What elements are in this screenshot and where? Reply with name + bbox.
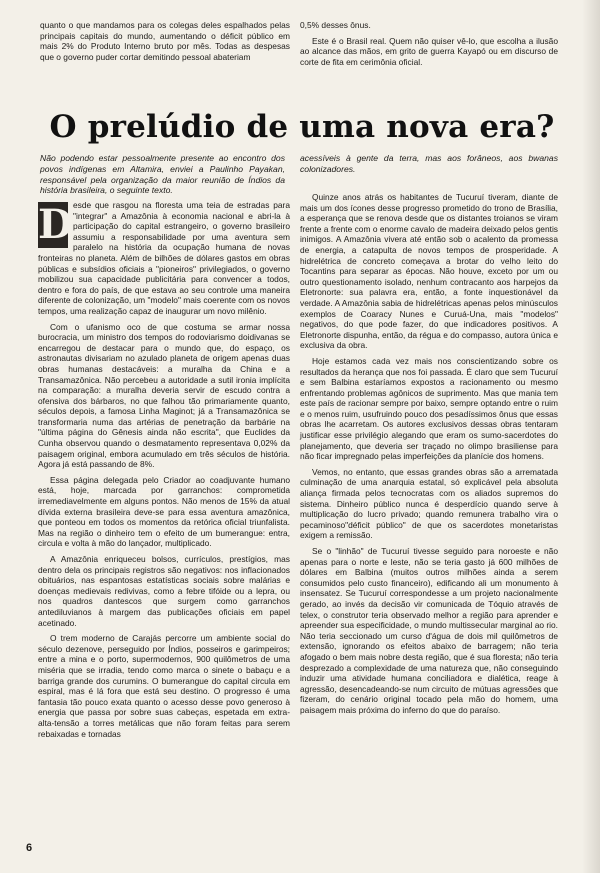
- article-paragraph: Hoje estamos cada vez mais nos conscientizando sobre os resultados da herança que nos foi passada. É claro que sem Tucuruí e sem Balbina estaríamos expostos a racionamento ou mesmo enfrentando problemas agônicos de suprimento. Mas que mania tem este país de racionar sempre por baixo, sempre optando entre o ruim e o menos ruim, usufruindo pouco dos pesadíssimos ônus que essas obras lhe acarretam. Os autores exclusivos dessas obras tentaram justificar esse privilégio alegando que eram os sumo-sacerdotes do planejamento, que deveria ser traçado no olimpo brasiliense para não ficar impregnado pelas imperfeições da planície dos homens.: [300, 355, 558, 462]
- previous-article-text: quanto o que mandamos para os colegas deles espalhados pelas principais capitais do mundo, aumentando o déficit público em mais 2% do Produto Interno bruto por mês. Todas as despesas que o governo puder cortar demitindo pessoal abateriam: [40, 20, 290, 62]
- article-paragraph: Vemos, no entanto, que essas grandes obras são a arrematada culminação de uma anarquia estatal, só explicável pela absoluta aliança firmada pelos tecnocratas com os aliados supremos do sistema. Dinheiro público nunca é desperdício quando serve à multiplicação do lucro privado; quando remunera trabalho vira o pecaminoso"déficit público" de que os sacerdotes monetaristas exigem a remissão.: [300, 466, 558, 541]
- article-left-column: [38, 200, 290, 744]
- drop-cap: D: [38, 201, 73, 248]
- page-number: 6: [26, 842, 33, 854]
- article-intro-continued: acessíveis à gente da terra, mas aos forâneos, aos bwanas colonizadores.: [300, 153, 558, 174]
- paragraph-text: esde que rasgou na floresta uma teia de estradas para "integrar" a Amazônia à economia nacional e abri-la à participação do capital estrangeiro, o governo brasileiro assumiu a responsabilidade por uma aventura sem paralelo na história da ocupação humana de novas fronteiras no planeta. Além de bilhões de dólares gastos em obras públicas e subsídios oficiais a "pioneiros" privilegiados, o governo mobilizou sua capacidade publicitária para convencer a todos, dentro e fora do país, de que estava ao seu controle uma maneira diferente de colonização, um "modelo" mais coerente com os novos tempos, uma realização capaz de inaugurar um novo milênio.: [38, 200, 290, 316]
- article-right-column: [300, 192, 558, 721]
- article-paragraph: Com o ufanismo oco de que costuma se armar nossa burocracia, um ministro dos tempos do rodoviarismo doidivanas se encarregou de destacar para o mundo que, do espaço, os astronautas divisariam no azulado planeta de origem apenas duas obras humanas destacáveis: a muralha da China e a Transamazônica. Não percebeu a autoridade a sutil ironia implícita na comparação: a muralha deveria servir de escudo contra a ofensiva dos bárbaros, no que falhou tão primariamente quanto, séculos depois, a famosa Linha Maginot; já a Transamazônica se transformaria numa das artérias de penetração da barbárie na "última página do Gênesis ainda não escrita", que Euclides da Cunha observou quando o desmatamento representava 0,02% da paisagem original, embora acumulado em três séculos de história. Agora já está passando de 8%.: [38, 321, 290, 470]
- article-paragraph: O trem moderno de Carajás percorre um ambiente social do século dezenove, perseguido por Índios, posseiros e garimpeiros; entre a mina e o porto, supermodernos, 900 quilômetros de uma miséria que se irradia, tendo como marca o sinete o babaçu e a barriga grande dos curumins. O bumerangue do capital circula em espiral, mas é lá fora que está seu destino. O progresso é uma fantasia tão pouco exata quanto o acesso desse povo generoso à energia que passa por sobre suas cabeças, espetada em extra-alta-tensão a torres metálicas que não foram feitas para serem rebaixadas e tornadas: [38, 633, 290, 739]
- previous-article-text: 0,5% desses ônus.: [300, 20, 371, 30]
- article-title: O prelúdio de uma nova era?: [49, 109, 555, 145]
- previous-article-text: Este é o Brasil real. Quem não quiser vê-lo, que escolha a ilusão ao alcance das mãos, em grito de guerra Kayapó ou em discurso de corte de fita em cerimônia oficial.: [300, 35, 558, 67]
- article-paragraph: [38, 200, 290, 317]
- article-paragraph: Quinze anos atrás os habitantes de Tucuruí tiveram, diante de mais um dos ícones desse progresso prometido do trono de Brasília, a esperança que se renova desde que os distantes troianos se viram frente a frente com o enorme cavalo de madeira deixado pelos gentis inimigos. A Amazônia vivera até então sob o acalento da promessa de energia, a catapulta de novos tempos de prosperidade. A hidrelétrica de concreto começava a brotar do velho leito do Tocantins para separar as épocas. Não houve, exceto por um ou outro questionamento isolado, nenhum contracanto aos harpejos da Eletronorte: sua palavra era, então, a fonte inquestionável da verdade. A Amazônia sabia de hidrelétricas apenas pelos minúsculos exemplos de Coaracy Nunes e Curuá-Una, mais "modelos" negativos, do que pode fazer, do que indicadores positivos. A Eletronorte dispunha, então, da régua e do compasso, autora única e exclusiva da obra.: [300, 192, 558, 351]
- article-intro: Não podendo estar pessoalmente presente ao encontro dos povos indígenas em Altamira, enviei a Paulinho Payakan, responsável pela organização da maior reunião de Índios da história brasileira, o seguinte texto.: [40, 153, 285, 196]
- scan-edge-shadow: [582, 0, 600, 873]
- article-paragraph: A Amazônia enriqueceu bolsos, currículos, prestígios, mas dentro dela os principais registros são negativos: nos inflacionados obituários, nas espantosas estatísticas sociais sobre malárias e doenças medievais redivivas, como a febre tifóide ou a lepra, ou nos quadros dantescos que surgem como garranchos antediluvianos à margem das publicações oficiais em papel acetinado.: [38, 554, 290, 628]
- previous-article-ending-right: [300, 20, 558, 72]
- article-paragraph: Se o "linhão" de Tucuruí tivesse seguido para noroeste e não apenas para o norte e leste, não se teria gasto já 600 milhões de dólares em Balbina (muitos outros milhões ainda a serem consumidos pelo custo financeiro), edificando ali um monumento à insensatez. Se Tucuruí correspondesse a um projeto nacionalmente gerado, ao invés da decisão vir comunicada de Tóquio através de telex, o construtor teria observado melhor a região para aprender e apreender sua especificidade, o mundo multissecular marginal ao rio. Não teria seccionado um curso d'água de dois mil quilômetros de extensão, ignorando os efeitos abaixo de barragem; não teria afogado o bem mais nobre desta região, que é sua floresta; não teria desprezado a complexidade de uma natureza que, não conseguindo induzir uma atividade humana conciliadora e dialética, reage à agressão, desencadeando-se num circuito de mútuas agressões que fizeram, do cenário original tocado pela mão do homem, uma paisagem mais próxima do inferno do que do paraíso.: [300, 546, 558, 715]
- article-paragraph: Essa página delegada pelo Criador ao coadjuvante humano está, hoje, marcada por garranchos: comprometida irremediavelmente em alguns pontos. Não menos de 15% da atual dívida externa brasileira deve-se para essa aventura amazônica, que ponteou em todos os momentos da retórica oficial triunfalista. Mas na região o dinheiro tem o efeito de um bumerangue: entra, circula e volta à mão do lançador, multiplicado.: [38, 474, 290, 549]
- previous-article-ending-left: [40, 20, 290, 67]
